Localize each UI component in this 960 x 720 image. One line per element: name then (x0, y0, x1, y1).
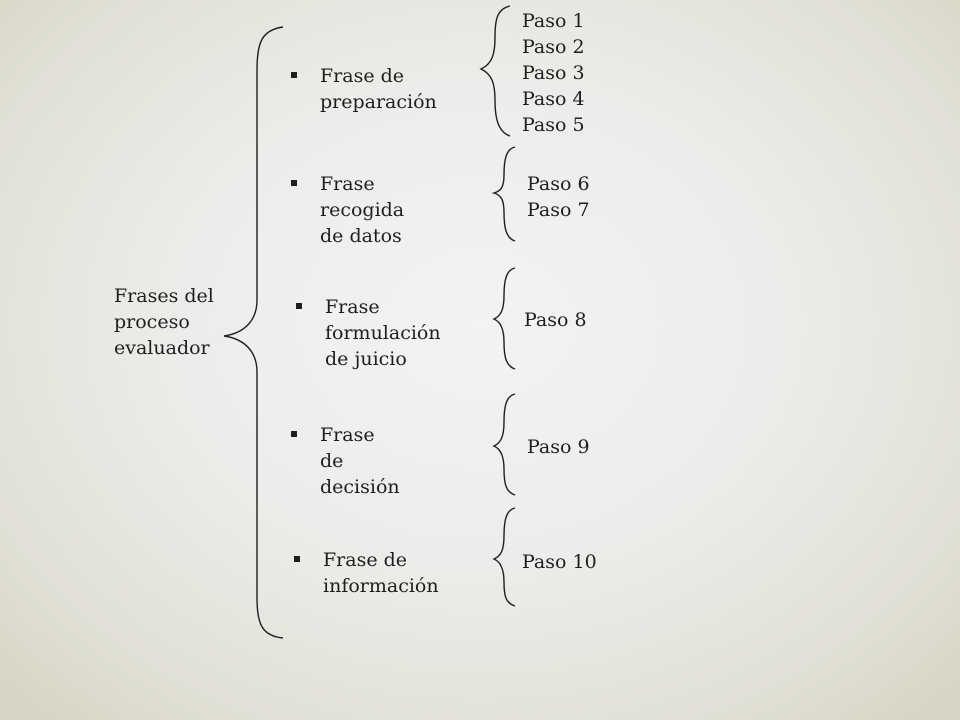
bullet-icon (291, 431, 297, 437)
brace-phase-3 (494, 268, 515, 369)
root-label: Frases del proceso evaluador (114, 285, 214, 359)
main-brace (224, 27, 283, 638)
brace-phase-5 (494, 508, 515, 606)
brace-phase-1 (481, 6, 510, 136)
bullet-icon (296, 303, 302, 309)
phase-label: Frase de información (323, 549, 439, 597)
bullet-icon (294, 556, 300, 562)
steps-phase-5: Paso 10 (522, 551, 597, 573)
steps-phase-4: Paso 9 (527, 436, 590, 458)
steps-phase-2: Paso 6 Paso 7 (527, 173, 590, 221)
bullet-icon (291, 72, 297, 78)
bullet-icon (291, 180, 297, 186)
phase-label: Frase de preparación (320, 65, 437, 113)
brace-phase-4 (494, 394, 515, 495)
brace-phase-2 (494, 147, 515, 241)
phase-label: Frase formulación de juicio (325, 296, 441, 370)
phase-label: Frase de decisión (320, 424, 400, 498)
phase-label: Frase recogida de datos (320, 173, 405, 247)
steps-phase-1: Paso 1 Paso 2 Paso 3 Paso 4 Paso 5 (522, 10, 585, 136)
steps-phase-3: Paso 8 (524, 309, 587, 331)
